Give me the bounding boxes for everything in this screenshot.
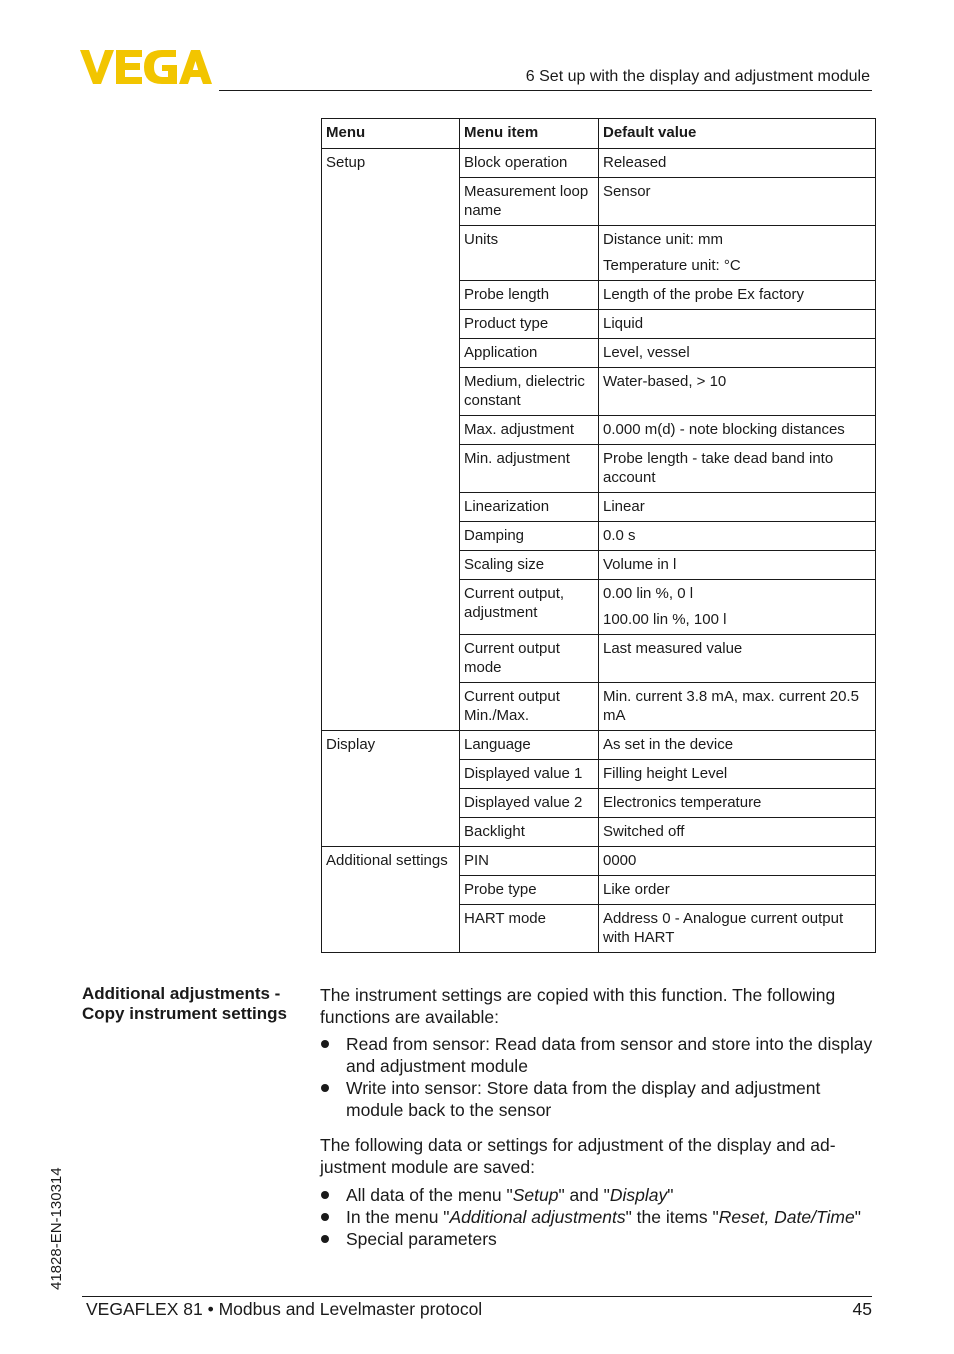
column-header-menu: Menu: [322, 119, 460, 149]
default-value-line: 0000: [603, 852, 637, 869]
menu-item-cell: Language: [460, 731, 599, 760]
menu-item-cell: Damping: [460, 522, 599, 551]
header-rule: [219, 90, 872, 91]
default-value-line: 100.00 lin %, 100 l: [603, 611, 727, 628]
table-body: [322, 149, 876, 953]
default-value-cell: [599, 416, 876, 445]
default-value-cell: [599, 149, 876, 178]
function-list: [320, 1033, 880, 1121]
default-value-line: Length of the probe Ex factory: [603, 286, 804, 303]
default-value-line: Last measured value: [603, 640, 743, 657]
table-row: [322, 731, 876, 760]
menu-item-cell: PIN: [460, 847, 599, 876]
side-heading: Additional adjustments - Copy instrument settings: [82, 984, 287, 1023]
menu-item-cell: Units: [460, 226, 599, 281]
default-value-line: Address 0 - Analogue current output with HART: [603, 910, 844, 946]
menu-item-cell: Probe type: [460, 876, 599, 905]
table-row: [322, 149, 876, 178]
default-value-line: Electronics temperature: [603, 794, 762, 811]
default-value-line: Distance unit: mm: [603, 231, 724, 248]
default-value-cell: [599, 818, 876, 847]
menu-item-cell: Max. adjustment: [460, 416, 599, 445]
list-item: [320, 1033, 880, 1077]
default-value-cell: [599, 281, 876, 310]
default-value-cell: [599, 635, 876, 683]
default-value-line: Filling height Level: [603, 765, 728, 782]
emphasized-text: Display: [609, 1185, 668, 1205]
saved-data-paragraph: The following data or settings for adjustment of the display and ad-justment module are saved:: [320, 1135, 836, 1177]
default-value-cell: [599, 876, 876, 905]
list-item: [320, 1206, 880, 1228]
default-value-cell: [599, 310, 876, 339]
menu-item-cell: Current output, adjustment: [460, 580, 599, 635]
list-item-text: Write into sensor: Store data from the display and adjustment module back to the sensor: [346, 1078, 821, 1120]
default-value-cell: [599, 731, 876, 760]
default-value-line: As set in the device: [603, 736, 734, 753]
menu-item-cell: Measurement loop name: [460, 178, 599, 226]
menu-cell: Additional settings: [322, 847, 460, 953]
section-title: 6 Set up with the display and adjustment module: [525, 68, 870, 85]
list-item-text: ": [854, 1207, 861, 1227]
default-value-line: Liquid: [603, 315, 644, 332]
column-header-default-value: Default value: [599, 119, 876, 149]
menu-item-cell: HART mode: [460, 905, 599, 953]
menu-cell: Display: [322, 731, 460, 847]
menu-item-cell: Application: [460, 339, 599, 368]
list-item-text: All data of the menu ": [346, 1185, 513, 1205]
emphasized-text: Setup: [512, 1185, 559, 1205]
default-value-cell: [599, 580, 876, 635]
default-value-line: Like order: [603, 881, 670, 898]
default-value-line: Water-based, > 10: [603, 373, 727, 390]
default-value-cell: [599, 789, 876, 818]
menu-item-cell: Medium, dielectric constant: [460, 368, 599, 416]
table-header-row: [322, 119, 876, 149]
menu-item-cell: Linearization: [460, 493, 599, 522]
footer-product: VEGAFLEX 81 • Modbus and Levelmaster protocol: [86, 1299, 483, 1319]
default-value-line: Min. current 3.8 mA, max. current 20.5 mA: [603, 688, 859, 724]
default-value-cell: [599, 551, 876, 580]
menu-item-cell: Scaling size: [460, 551, 599, 580]
default-value-line: Released: [603, 154, 667, 171]
document-number: 41828-EN-130314: [48, 1167, 65, 1290]
default-value-line: Switched off: [603, 823, 685, 840]
default-value-line: Volume in l: [603, 556, 677, 573]
default-value-line: Probe length - take dead band into account: [603, 450, 834, 486]
default-value-cell: [599, 368, 876, 416]
default-value-line: 0.0 s: [603, 527, 636, 544]
default-value-cell: [599, 683, 876, 731]
list-item-text: " the items ": [625, 1207, 719, 1227]
vega-logo: [80, 50, 212, 84]
default-value-line: Linear: [603, 498, 645, 515]
list-item-text: ": [667, 1185, 674, 1205]
menu-item-cell: Current output Min./Max.: [460, 683, 599, 731]
column-header-menu-item: Menu item: [460, 119, 599, 149]
emphasized-text: Reset, Date/Time: [718, 1207, 855, 1227]
table-row: [322, 847, 876, 876]
default-value-cell: [599, 493, 876, 522]
list-item-text: Read from sensor: Read data from sensor and store into the display and adjustment module: [346, 1034, 873, 1076]
menu-item-cell: Displayed value 1: [460, 760, 599, 789]
menu-item-cell: Block operation: [460, 149, 599, 178]
default-value-line: Sensor: [603, 183, 651, 200]
list-item: [320, 1228, 880, 1250]
menu-item-cell: Product type: [460, 310, 599, 339]
bullet-icon: [321, 1235, 329, 1243]
bullet-icon: [321, 1213, 329, 1221]
menu-item-cell: Min. adjustment: [460, 445, 599, 493]
default-value-line: Temperature unit: °C: [603, 257, 741, 274]
list-item: [320, 1077, 880, 1121]
bullet-icon: [321, 1084, 329, 1092]
list-item: [320, 1184, 880, 1206]
default-values-table: [321, 118, 876, 953]
bullet-icon: [321, 1040, 329, 1048]
menu-item-cell: Probe length: [460, 281, 599, 310]
list-item-text: " and ": [558, 1185, 610, 1205]
menu-cell: Setup: [322, 149, 460, 731]
default-value-cell: [599, 522, 876, 551]
emphasized-text: Additional adjustments: [449, 1207, 626, 1227]
list-item-text: In the menu ": [346, 1207, 450, 1227]
default-value-cell: [599, 445, 876, 493]
default-value-cell: [599, 760, 876, 789]
footer-rule: [82, 1296, 872, 1297]
default-value-cell: [599, 905, 876, 953]
default-value-line: Level, vessel: [603, 344, 690, 361]
page-number: 45: [852, 1299, 872, 1319]
saved-data-list: [320, 1184, 880, 1250]
default-value-cell: [599, 226, 876, 281]
default-value-line: 0.000 m(d) - note blocking distances: [603, 421, 845, 438]
menu-item-cell: Displayed value 2: [460, 789, 599, 818]
default-value-cell: [599, 178, 876, 226]
menu-item-cell: Backlight: [460, 818, 599, 847]
default-value-cell: [599, 847, 876, 876]
default-value-cell: [599, 339, 876, 368]
list-item-text: Special parameters: [346, 1229, 497, 1249]
menu-item-cell: Current output mode: [460, 635, 599, 683]
default-value-line: 0.00 lin %, 0 l: [603, 585, 694, 602]
intro-paragraph: The instrument settings are copied with this function. The following functions are available:: [320, 985, 836, 1027]
bullet-icon: [321, 1191, 329, 1199]
